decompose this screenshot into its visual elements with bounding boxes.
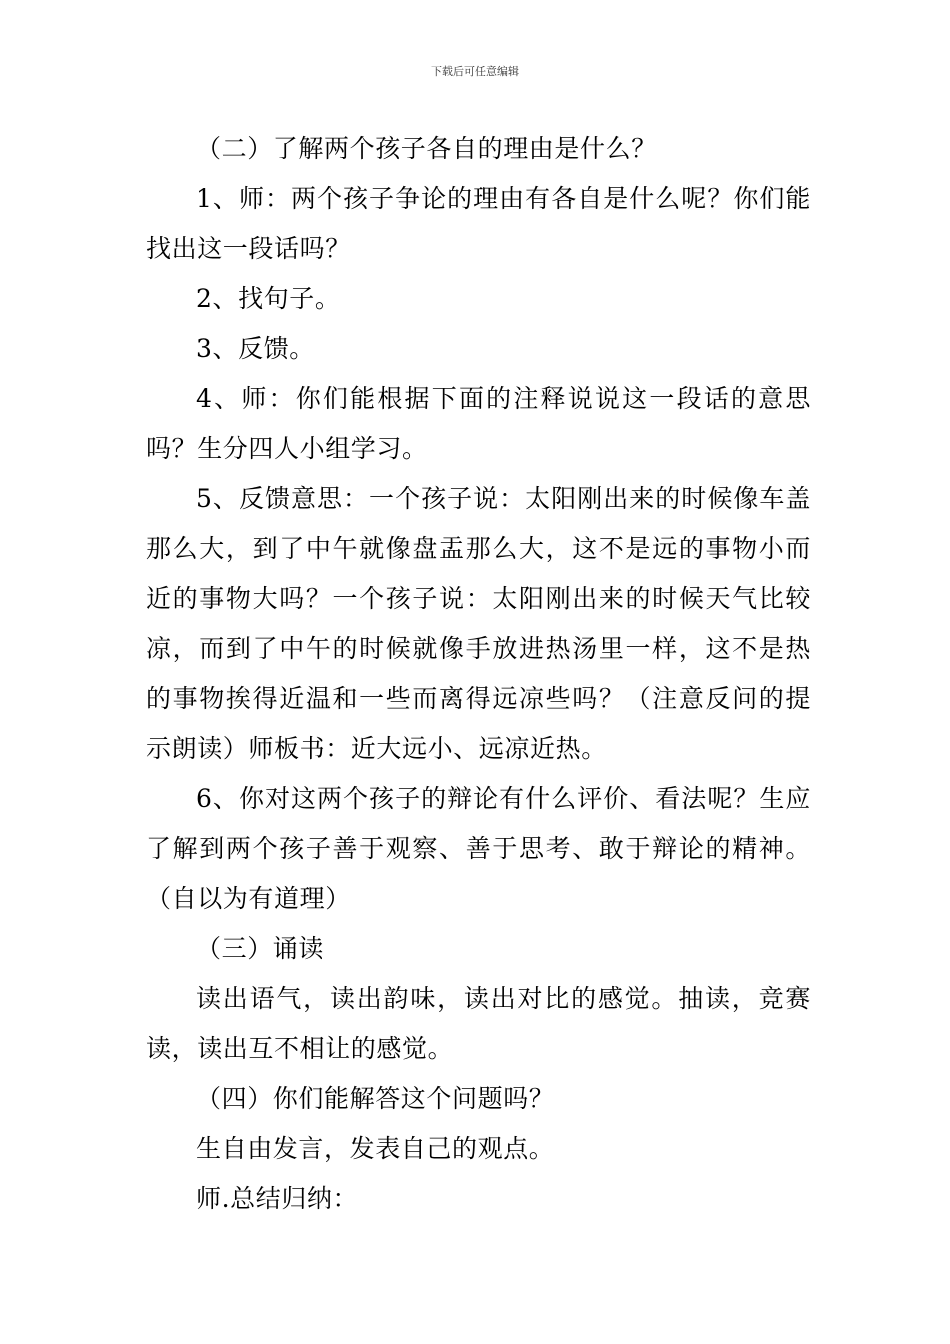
section-heading-3: （三）诵读 — [196, 934, 325, 963]
paragraph-step-6: 6、你对这两个孩子的辩论有什么评价、看法呢？生应了解到两个孩子善于观察、善于思考、敢于辩论的精神。（自以为有道理） — [146, 784, 811, 913]
paragraph-step-2: 2、找句子。 — [196, 284, 341, 313]
document-body — [146, 124, 811, 1224]
paragraph-recitation: 读出语气，读出韵味，读出对比的感觉。抽读，竞赛读，读出互不相让的感觉。 — [146, 984, 811, 1063]
paragraph-summary: 师.总结归纳： — [196, 1184, 359, 1213]
paragraph-step-1: 1、师：两个孩子争论的理由有各自是什么呢？你们能找出这一段话吗？ — [146, 184, 811, 263]
paragraph-discussion: 生自由发言，发表自己的观点。 — [196, 1134, 555, 1163]
paragraph-step-5: 5、反馈意思：一个孩子说：太阳刚出来的时候像车盖那么大，到了中午就像盘盂那么大，这不是远的事物小而近的事物大吗？一个孩子说：太阳刚出来的时候天气比较凉，而到了中午的时候就像手放进热汤里一样，这不是热的事物挨得近温和一些而离得远凉些吗？（注意反问的提示朗读）师板书：近大远小、远凉近热。 — [146, 484, 811, 763]
section-heading-2: （二）了解两个孩子各自的理由是什么？ — [196, 134, 657, 163]
page-header-note: 下载后可任意编辑 — [431, 65, 519, 78]
paragraph-step-3: 3、反馈。 — [196, 334, 315, 363]
paragraph-step-4: 4、师：你们能根据下面的注释说说这一段话的意思吗？生分四人小组学习。 — [146, 384, 811, 463]
section-heading-4: （四）你们能解答这个问题吗？ — [196, 1084, 555, 1113]
